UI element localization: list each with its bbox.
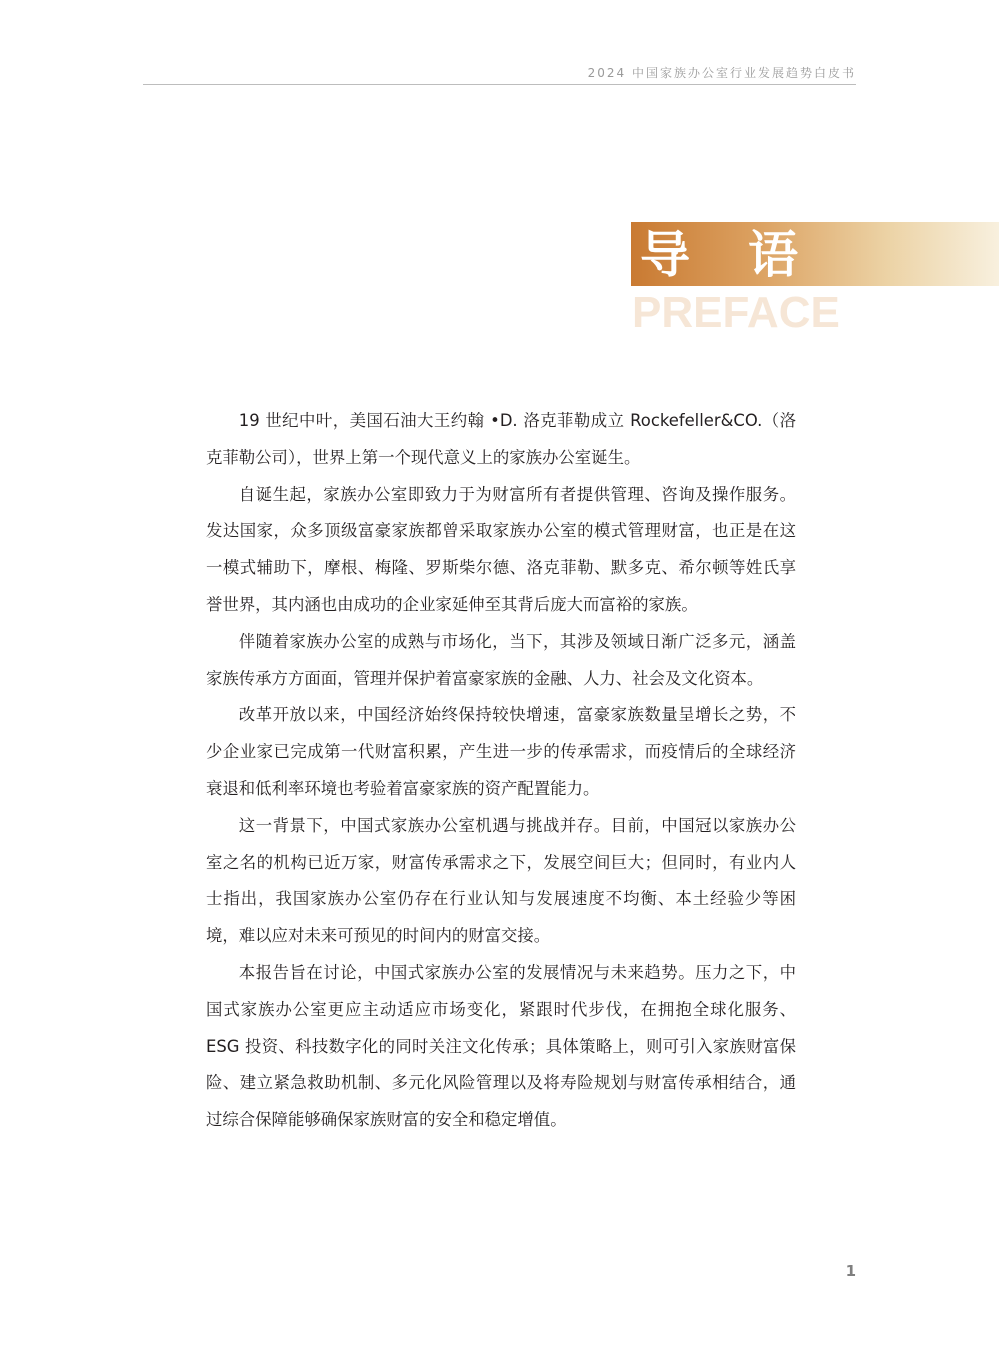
running-header-title: 2024 中国家族办公室行业发展趋势白皮书: [587, 66, 856, 80]
preface-paragraph: 伴随着家族办公室的成熟与市场化，当下，其涉及领域日渐广泛多元，涵盖家族传承方方面面，管理并保护着富豪家族的金融、人力、社会及文化资本。: [206, 631, 796, 688]
section-title-cn: 导语: [640, 226, 856, 284]
header-divider: [143, 84, 856, 85]
page-number: 1: [845, 1262, 856, 1280]
section-title-en: PREFACE: [632, 288, 840, 337]
preface-paragraph: 自诞生起，家族办公室即致力于为财富所有者提供管理、咨询及操作服务。发达国家，众多顶级富豪家族都曾采取家族办公室的模式管理财富，也正是在这一模式辅助下，摩根、梅隆、罗斯柴尔德、洛克菲勒、默多克、希尔顿等姓氏享誉世界，其内涵也由成功的企业家延伸至其背后庞大而富裕的家族。: [206, 484, 796, 614]
preface-paragraph: 本报告旨在讨论，中国式家族办公室的发展情况与未来趋势。压力之下，中国式家族办公室更应主动适应市场变化，紧跟时代步伐，在拥抱全球化服务、ESG 投资、科技数字化的同时关注文化传承；具体策略上，则可引入家族财富保险、建立紧急救助机制、多元化风险管理以及将寿险规划与财富传承相结合，通过综合保障能够确保家族财富的安全和稳定增值。: [206, 962, 796, 1130]
preface-paragraph: 改革开放以来，中国经济始终保持较快增速，富豪家族数量呈增长之势，不少企业家已完成第一代财富积累，产生进一步的传承需求，而疫情后的全球经济衰退和低利率环境也考验着富豪家族的资产配置能力。: [206, 705, 796, 798]
preface-paragraph: 19 世纪中叶，美国石油大王约翰 •D. 洛克菲勒成立 Rockefeller&CO.（洛克菲勒公司），世界上第一个现代意义上的家族办公室诞生。: [206, 411, 796, 467]
preface-paragraph: 这一背景下，中国式家族办公室机遇与挑战并存。目前，中国冠以家族办公室之名的机构已近万家，财富传承需求之下，发展空间巨大；但同时，有业内人士指出，我国家族办公室仍存在行业认知与发展速度不均衡、本土经验少等困境，难以应对未来可预见的时间内的财富交接。: [206, 815, 796, 946]
preface-body: [206, 403, 796, 1139]
